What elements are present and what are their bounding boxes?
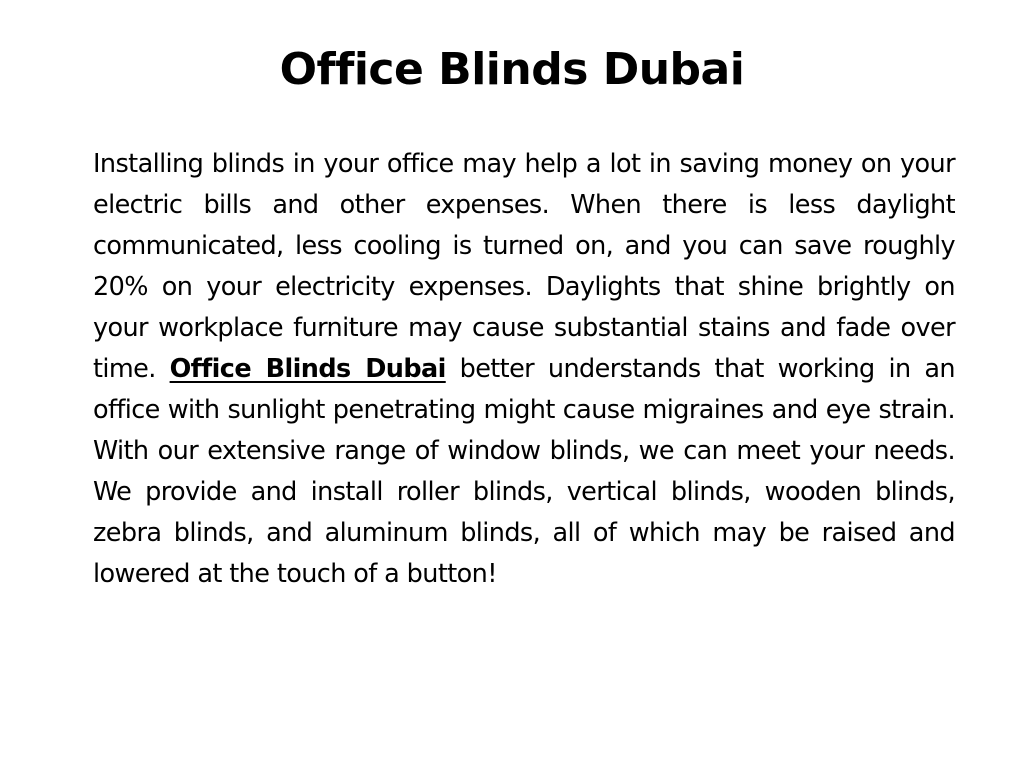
page-title: Office Blinds Dubai: [279, 44, 745, 95]
body-paragraph: [93, 144, 955, 595]
paragraph-text-after-link: better understands that working in an office with sunlight penetrating might cause migraines and eye strain. With our extensive range of window blinds, we can meet your needs. We provide and install roller blinds, vertical blinds, wooden blinds, zebra blinds, and aluminum blinds, all of which may be raised and lowered at the touch of a button!: [93, 354, 955, 589]
paragraph-text-before-link: Installing blinds in your office may help a lot in saving money on your electric bills and other expenses. When there is less daylight communicated, less cooling is turned on, and you can save roughly 20% on your electricity expenses. Daylights that shine brightly on your workplace furniture may cause substantial stains and fade over time.: [93, 149, 955, 384]
office-blinds-dubai-link[interactable]: Office Blinds Dubai: [169, 354, 446, 384]
